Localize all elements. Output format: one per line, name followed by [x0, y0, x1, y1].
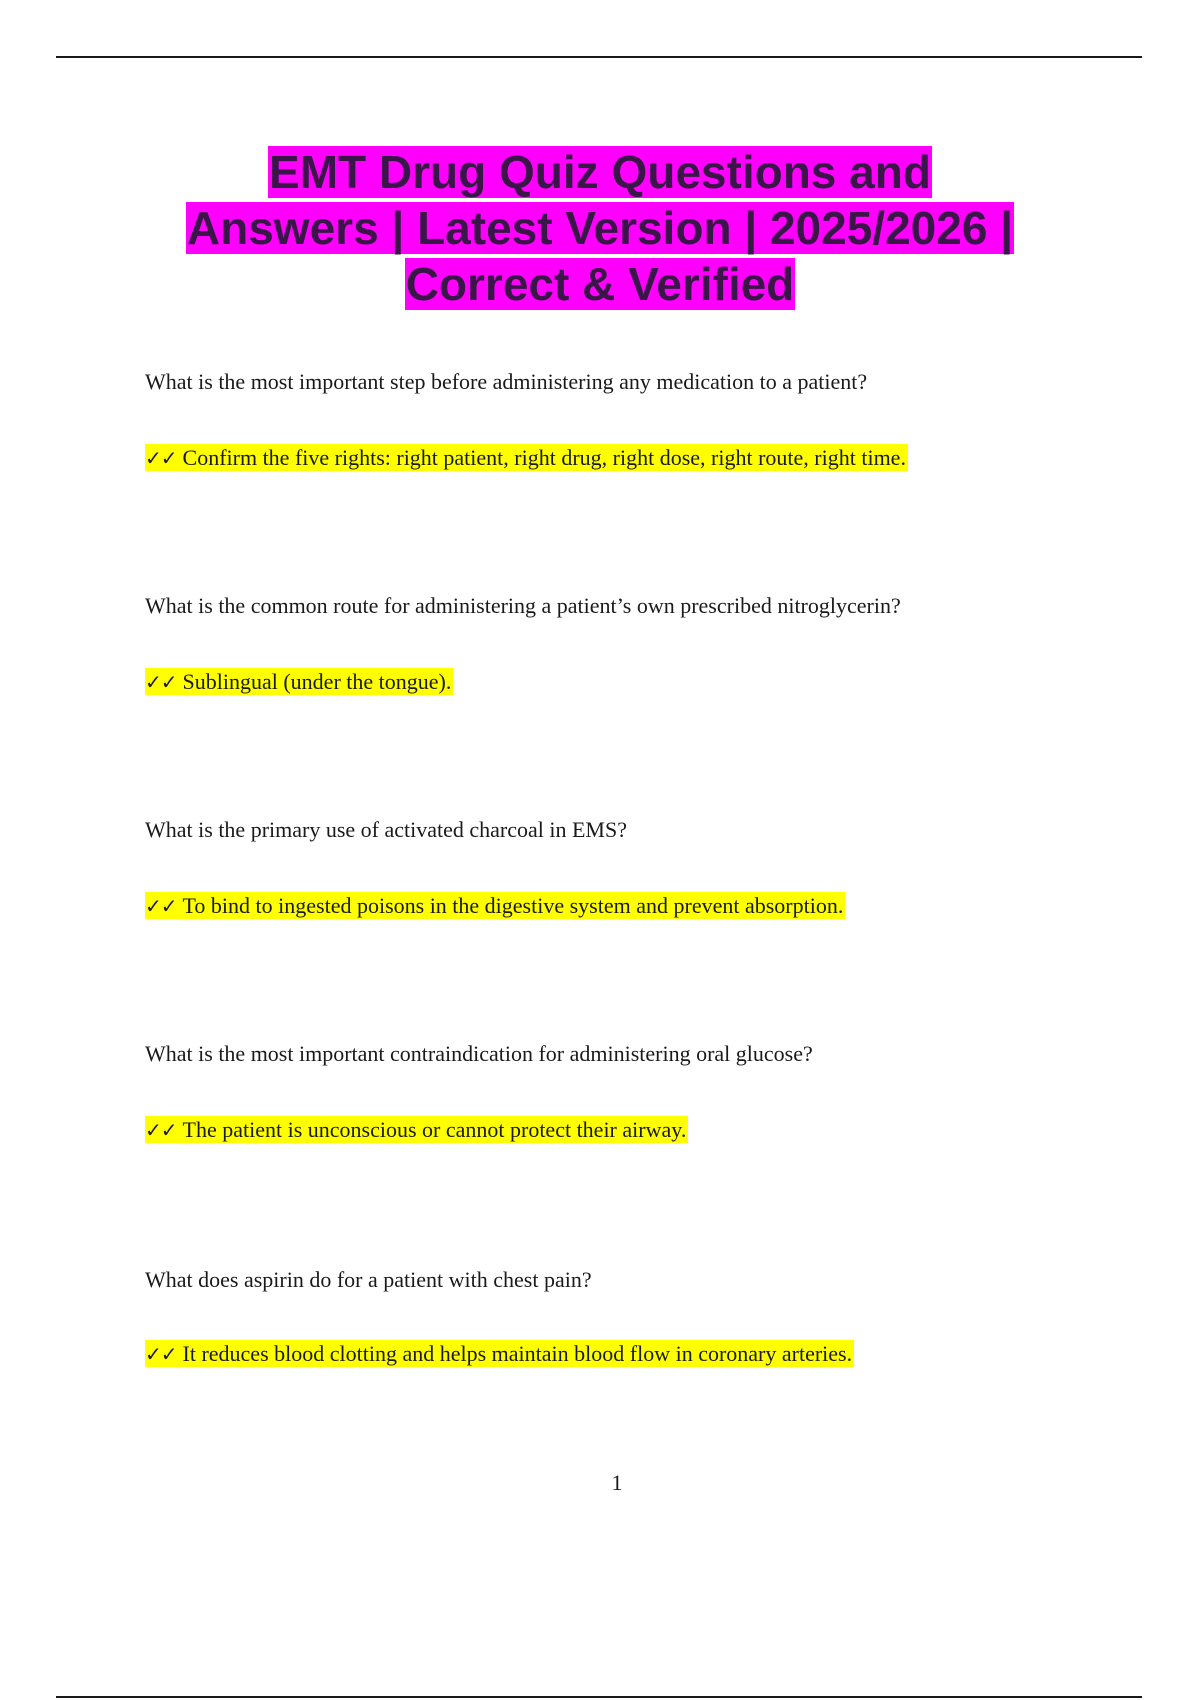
question-text: What does aspirin do for a patient with chest pain? — [145, 1267, 592, 1292]
qa-item — [145, 1039, 1045, 1142]
qa-item — [145, 591, 1045, 694]
question-text: What is the primary use of activated charcoal in EMS? — [145, 817, 627, 842]
qa-item — [145, 1265, 1045, 1366]
question-text: What is the common route for administering a patient’s own prescribed nitroglycerin? — [145, 593, 901, 618]
page-number: 1 — [611, 1470, 623, 1495]
top-rule — [56, 56, 1142, 58]
title-line-3: Correct & Verified — [405, 258, 795, 310]
check-icon: ✓✓ — [145, 670, 177, 694]
check-icon: ✓✓ — [145, 1342, 177, 1366]
question-text: What is the most important contraindication for administering oral glucose? — [145, 1041, 813, 1066]
check-icon: ✓✓ — [145, 1118, 177, 1142]
title-line-1: EMT Drug Quiz Questions and — [269, 146, 931, 198]
check-icon: ✓✓ — [145, 894, 177, 918]
answer-label: To bind to ingested poisons in the digestive system and prevent absorption. — [182, 893, 844, 918]
title-line-2: Answers | Latest Version | 2025/2026 | — [186, 202, 1014, 254]
answer-text — [145, 667, 453, 697]
answer-label: Sublingual (under the tongue). — [182, 669, 452, 694]
answer-text — [145, 891, 845, 921]
answer-label: The patient is unconscious or cannot protect their airway. — [182, 1117, 687, 1142]
qa-item — [145, 367, 1045, 470]
answer-text — [145, 443, 908, 473]
check-icon: ✓✓ — [145, 446, 177, 470]
answer-text — [145, 1339, 854, 1369]
question-text: What is the most important step before administering any medication to a patient? — [145, 369, 868, 394]
answer-text — [145, 1115, 688, 1145]
bottom-rule — [56, 1696, 1142, 1698]
qa-item — [145, 815, 1045, 918]
answer-label: Confirm the five rights: right patient, right drug, right dose, right route, right time. — [182, 445, 906, 470]
document-title — [100, 144, 1100, 312]
answer-label: It reduces blood clotting and helps maintain blood flow in coronary arteries. — [182, 1341, 853, 1366]
